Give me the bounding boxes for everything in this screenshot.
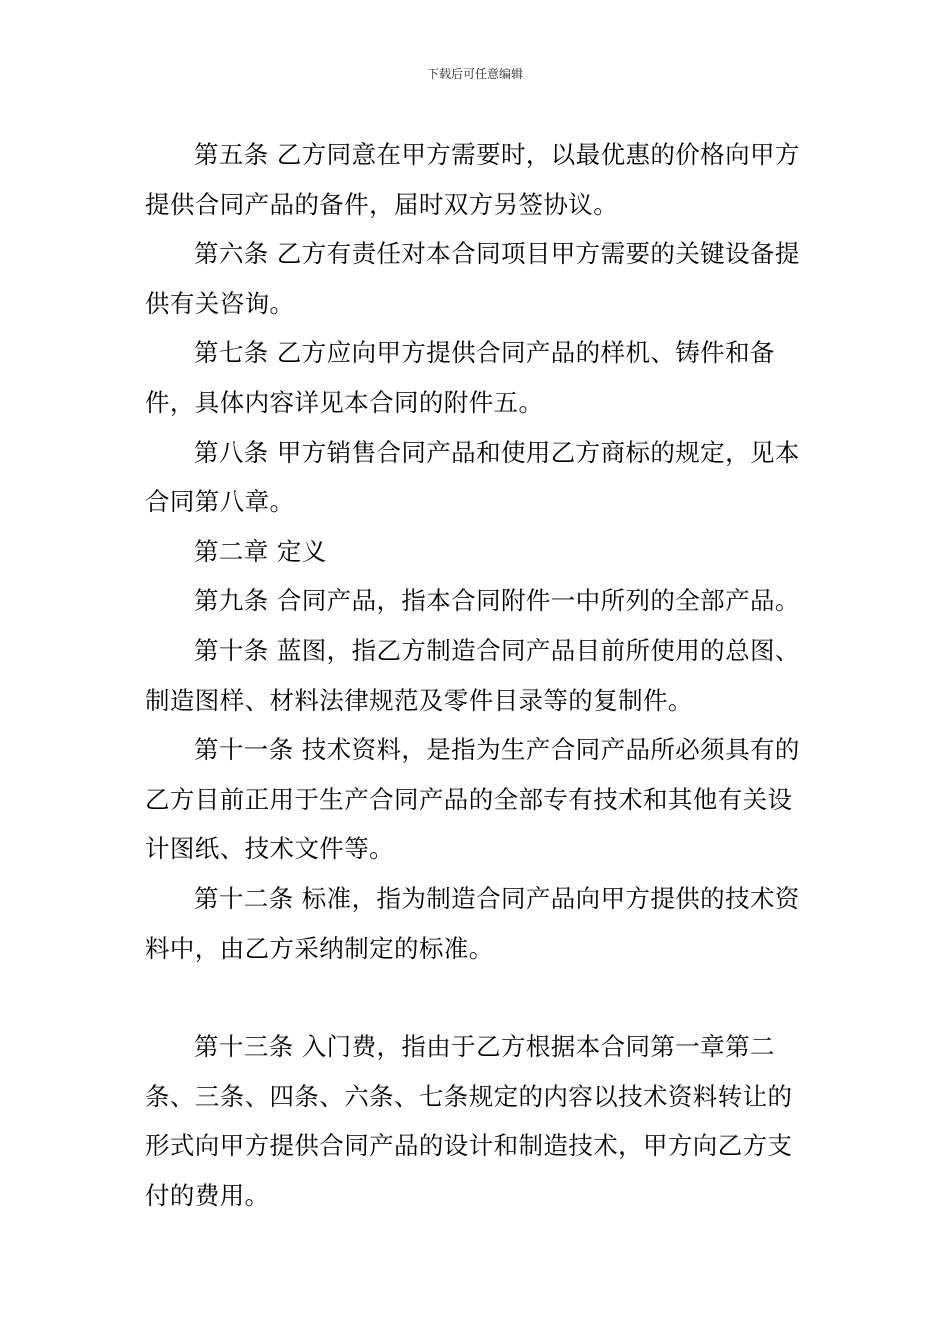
chapter-2-heading: 第二章 定义 <box>194 536 327 566</box>
article-10: 第十条 蓝图，指乙方制造合同产品目前所使用的总图、制造图样、材料法律规范及零件目录等的复制件。 <box>145 635 800 715</box>
article-7: 第七条 乙方应向甲方提供合同产品的样机、铸件和备件，具体内容详见本合同的附件五。 <box>145 338 775 417</box>
article-8: 第八条 甲方销售合同产品和使用乙方商标的规定，见本合同第八章。 <box>145 437 800 517</box>
article-5: 第五条 乙方同意在甲方需要时，以最优惠的价格向甲方提供合同产品的备件，届时双方另签协议。 <box>145 140 800 219</box>
document-body <box>145 130 810 1220</box>
article-6: 第六条 乙方有责任对本合同项目甲方需要的关键设备提供有关咨询。 <box>145 239 800 318</box>
page-header: 下载后可任意编辑 <box>426 67 523 81</box>
article-9: 第九条 合同产品，指本合同附件一中所列的全部产品。 <box>194 586 800 616</box>
article-12: 第十二条 标准，指为制造合同产品向甲方提供的技术资料中，由乙方采纳制定的标准。 <box>145 883 800 963</box>
article-13: 第十三条 入门费，指由于乙方根据本合同第一章第二条、三条、四条、六条、七条规定的内容以技术资料转让的形式向甲方提供合同产品的设计和制造技术，甲方向乙方支付的费用。 <box>145 1032 793 1210</box>
article-11: 第十一条 技术资料，是指为生产合同产品所必须具有的乙方目前正用于生产合同产品的全部专有技术和其他有关设计图纸、技术文件等。 <box>145 735 800 864</box>
